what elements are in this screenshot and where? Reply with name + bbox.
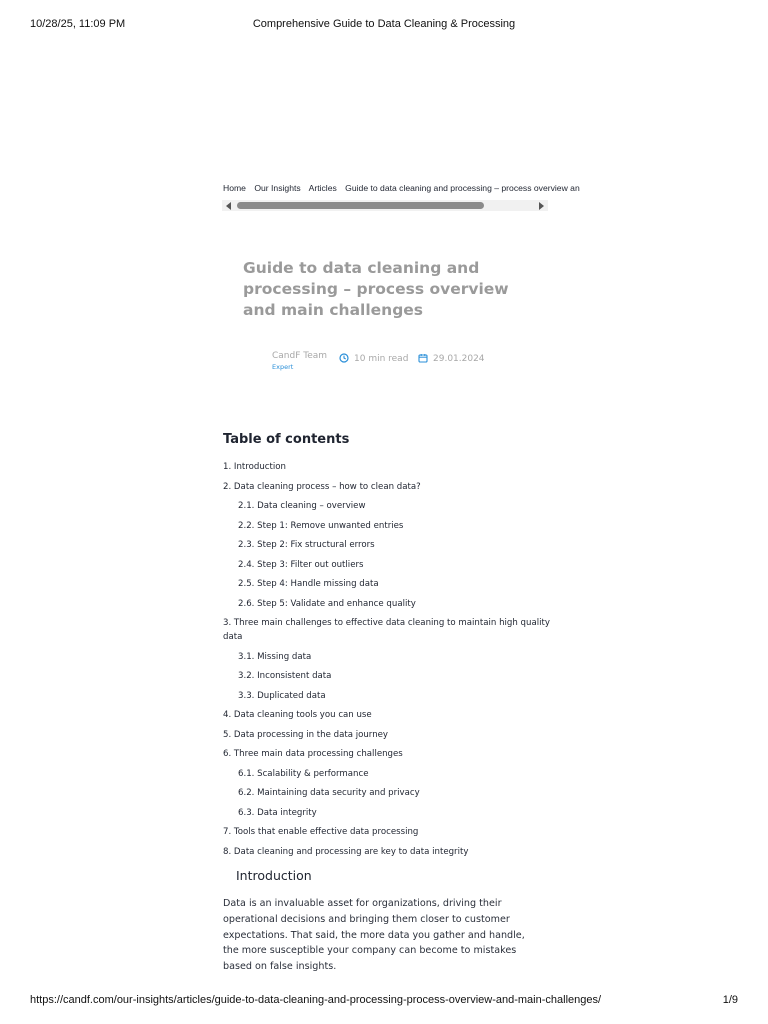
scroll-left-arrow-icon[interactable] xyxy=(226,202,231,210)
print-footer xyxy=(0,994,768,1010)
author-name[interactable]: CandF Team xyxy=(272,351,328,361)
publish-date-label: 29.01.2024 xyxy=(433,354,485,364)
breadcrumb-current-article: Guide to data cleaning and processing – process overview an xyxy=(345,183,580,193)
breadcrumb-articles[interactable]: Articles xyxy=(308,183,337,193)
toc-subitem[interactable]: 3.2. Inconsistent data xyxy=(238,671,332,681)
introduction-paragraph: Data is an invaluable asset for organizations, driving their operational decisions and bringing them closer to customer expectations. That said, the more data you gather and handle, the more susceptible your company can become to mistakes based on false insights. xyxy=(223,898,525,973)
toc-item[interactable]: 2. Data cleaning process – how to clean data? xyxy=(223,481,421,492)
breadcrumb-home[interactable]: Home xyxy=(223,183,246,193)
toc-subitem[interactable]: 6.2. Maintaining data security and privacy xyxy=(238,788,420,798)
print-header xyxy=(0,18,768,34)
scrollbar-thumb[interactable] xyxy=(237,202,484,209)
toc-subitem[interactable]: 2.5. Step 4: Handle missing data xyxy=(238,579,379,589)
toc-subitem[interactable]: 3.3. Duplicated data xyxy=(238,690,326,701)
toc-subitem[interactable]: 2.6. Step 5: Validate and enhance quality xyxy=(238,598,416,609)
toc-item[interactable]: 6. Three main data processing challenges xyxy=(223,749,403,759)
table-of-contents xyxy=(223,460,553,864)
toc-subitem[interactable]: 2.3. Step 2: Fix structural errors xyxy=(238,540,375,550)
toc-subitem[interactable]: 6.1. Scalability & performance xyxy=(238,768,369,779)
breadcrumb-scrollbar[interactable] xyxy=(222,200,548,211)
breadcrumb xyxy=(223,183,580,195)
article-title: Guide to data cleaning and processing – process overview and main challenges xyxy=(243,259,509,319)
toc-item[interactable]: 1. Introduction xyxy=(223,462,286,472)
breadcrumb-our-insights[interactable]: Our Insights xyxy=(254,183,301,193)
clock-icon xyxy=(339,353,349,363)
author-role: Expert xyxy=(272,363,294,371)
toc-subitem[interactable]: 2.4. Step 3: Filter out outliers xyxy=(238,559,364,570)
toc-item[interactable]: 8. Data cleaning and processing are key to data integrity xyxy=(223,846,469,857)
toc-item[interactable]: 3. Three main challenges to effective data cleaning to maintain high quality data xyxy=(223,618,550,642)
scroll-right-arrow-icon[interactable] xyxy=(539,202,544,210)
article-meta xyxy=(272,348,532,374)
toc-subitem[interactable]: 2.2. Step 1: Remove unwanted entries xyxy=(238,520,404,531)
introduction-heading: Introduction xyxy=(236,868,312,883)
toc-heading: Table of contents xyxy=(223,432,350,447)
toc-subitem[interactable]: 6.3. Data integrity xyxy=(238,807,317,818)
print-url: https://candf.com/our-insights/articles/guide-to-data-cleaning-and-processing-process-overview-and-main-challenges/ xyxy=(30,994,602,1006)
toc-item[interactable]: 4. Data cleaning tools you can use xyxy=(223,710,372,720)
toc-item[interactable]: 7. Tools that enable effective data processing xyxy=(223,827,419,837)
toc-subitem[interactable]: 2.1. Data cleaning – overview xyxy=(238,501,366,511)
toc-subitem[interactable]: 3.1. Missing data xyxy=(238,651,312,662)
publish-date xyxy=(418,353,485,364)
read-time-label: 10 min read xyxy=(354,354,409,364)
print-page-number: 1/9 xyxy=(722,994,738,1006)
read-time xyxy=(339,353,408,364)
calendar-icon xyxy=(418,353,428,363)
print-page-title: Comprehensive Guide to Data Cleaning & Processing xyxy=(252,18,516,30)
print-datetime: 10/28/25, 11:09 PM xyxy=(30,18,126,30)
toc-item[interactable]: 5. Data processing in the data journey xyxy=(223,729,389,740)
